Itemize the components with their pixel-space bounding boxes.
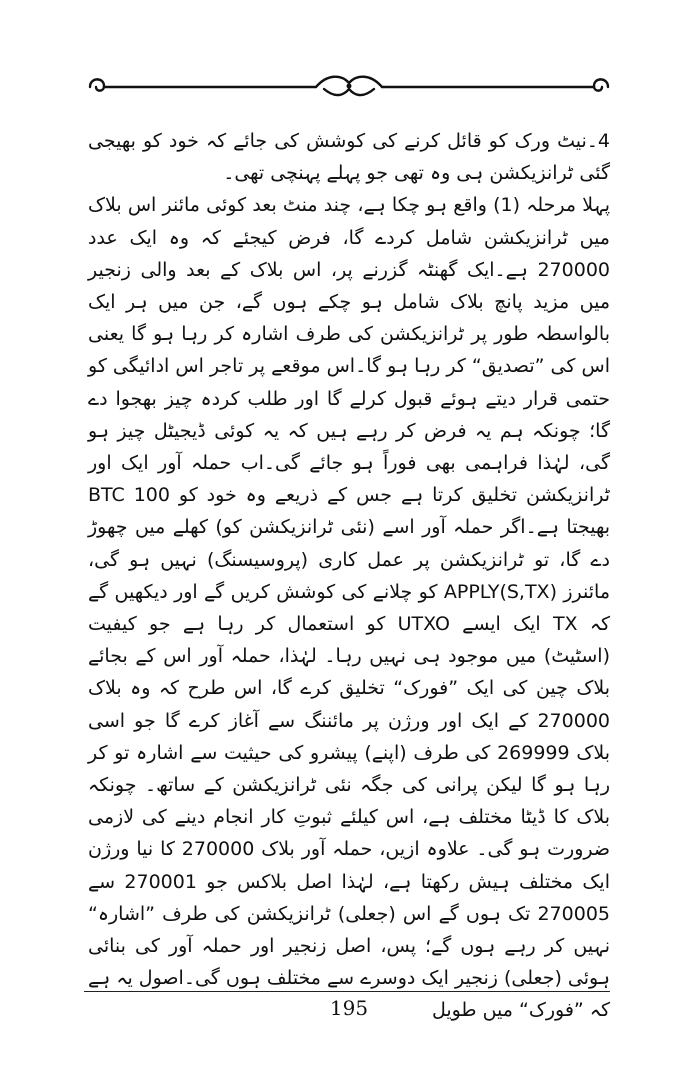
- page-number: 195: [329, 996, 369, 1020]
- ornamental-header-divider: [88, 66, 610, 106]
- paragraph: پہلا مرحلہ (1) واقع ہو چکا ہے، چند منٹ بعد کوئی مائنر اس بلاک میں ٹرانزیکشن شامل کردے گا، فرض کیجئے کہ وہ ایک عدد 270000 ہے۔ایک گھنٹہ گزرنے پر، اس بلاک کے بعد والی زنجیر میں مزید پانچ بلاک شامل ہو چکے ہوں گے، جن میں ہر ایک بالواسطہ طور پر ٹرانزیکشن کی طرف اشارہ کر رہا ہو گا یعنی اس کی ”تصدیق“ کر رہا ہو گا۔اس موقعے پر تاجر اس ادائیگی کو حتمی قرار دیتے ہوئے قبول کرلے گا اور طلب کردہ چیز بھجوا دے گا؛ چونکہ ہم یہ فرض کر رہے ہیں کہ یہ کوئی ڈیجیٹل چیز ہو گی، لہٰذا فراہمی بھی فوراً ہو جائے گی۔اب حملہ آور ایک اور ٹرانزیکشن تخلیق کرتا ہے جس کے ذریعے وہ خود کو 100 BTC بھیجتا ہے۔اگر حملہ آور اسے (نئی ٹرانزیکشن کو) کھلے میں چھوڑ دے گا، تو ٹرانزیکشن پر عمل کاری (پروسیسنگ) نہیں ہو گی، مائنرز APPLY(S,TX) کو چلانے کی کوشش کریں گے اور دیکھیں گے کہ TX ایک ایسے UTXO کو استعمال کر رہا ہے جو کیفیت (اسٹیٹ) میں موجود ہی نہیں رہا۔ لہٰذا، حملہ آور اس کے بجائے بلاک چین کی ایک ”فورک“ تخلیق کرے گا، اس طرح کہ وہ بلاک 270000 کے ایک اور ورژن پر مائننگ سے آغاز کرے گا جو اسی بلاک 269999 کی طرف (اپنے) پیشرو کی حیثیت سے اشارہ تو کر رہا ہو گا لیکن پرانی کی جگہ نئی ٹرانزیکشن کے ساتھ۔ چونکہ بلاک کا ڈیٹا مختلف ہے، اس کیلئے ثبوتِ کار انجام دینے کی لازمی ضرورت ہو گی۔ علاوہ ازیں، حملہ آور بلاک 270000 کا نیا ورژن ایک مختلف ہیش رکھتا ہے، لہٰذا اصل بلاکس جو 270001 سے 270005 تک ہوں گے اس (جعلی) ٹرانزیکشن کی طرف ”اشارہ“ نہیں کر رہے ہوں گے؛ پس، اصل زنجیر اور حملہ آور کی بنائی ہوئی (جعلی) زنجیر ایک دوسرے سے مختلف ہوں گی۔اصول یہ ہے کہ ”فورک“ میں طویل: [88, 194, 611, 1022]
- urdu-body-text: [88, 125, 610, 1027]
- paragraph: 4۔نیٹ ورک کو قائل کرنے کی کوشش کی جائے کہ خود کو بھیجی گئی ٹرانزیکشن ہی وہ تھی جو پہلے پہنچی تھی۔: [88, 130, 610, 185]
- footer-divider: [84, 991, 610, 992]
